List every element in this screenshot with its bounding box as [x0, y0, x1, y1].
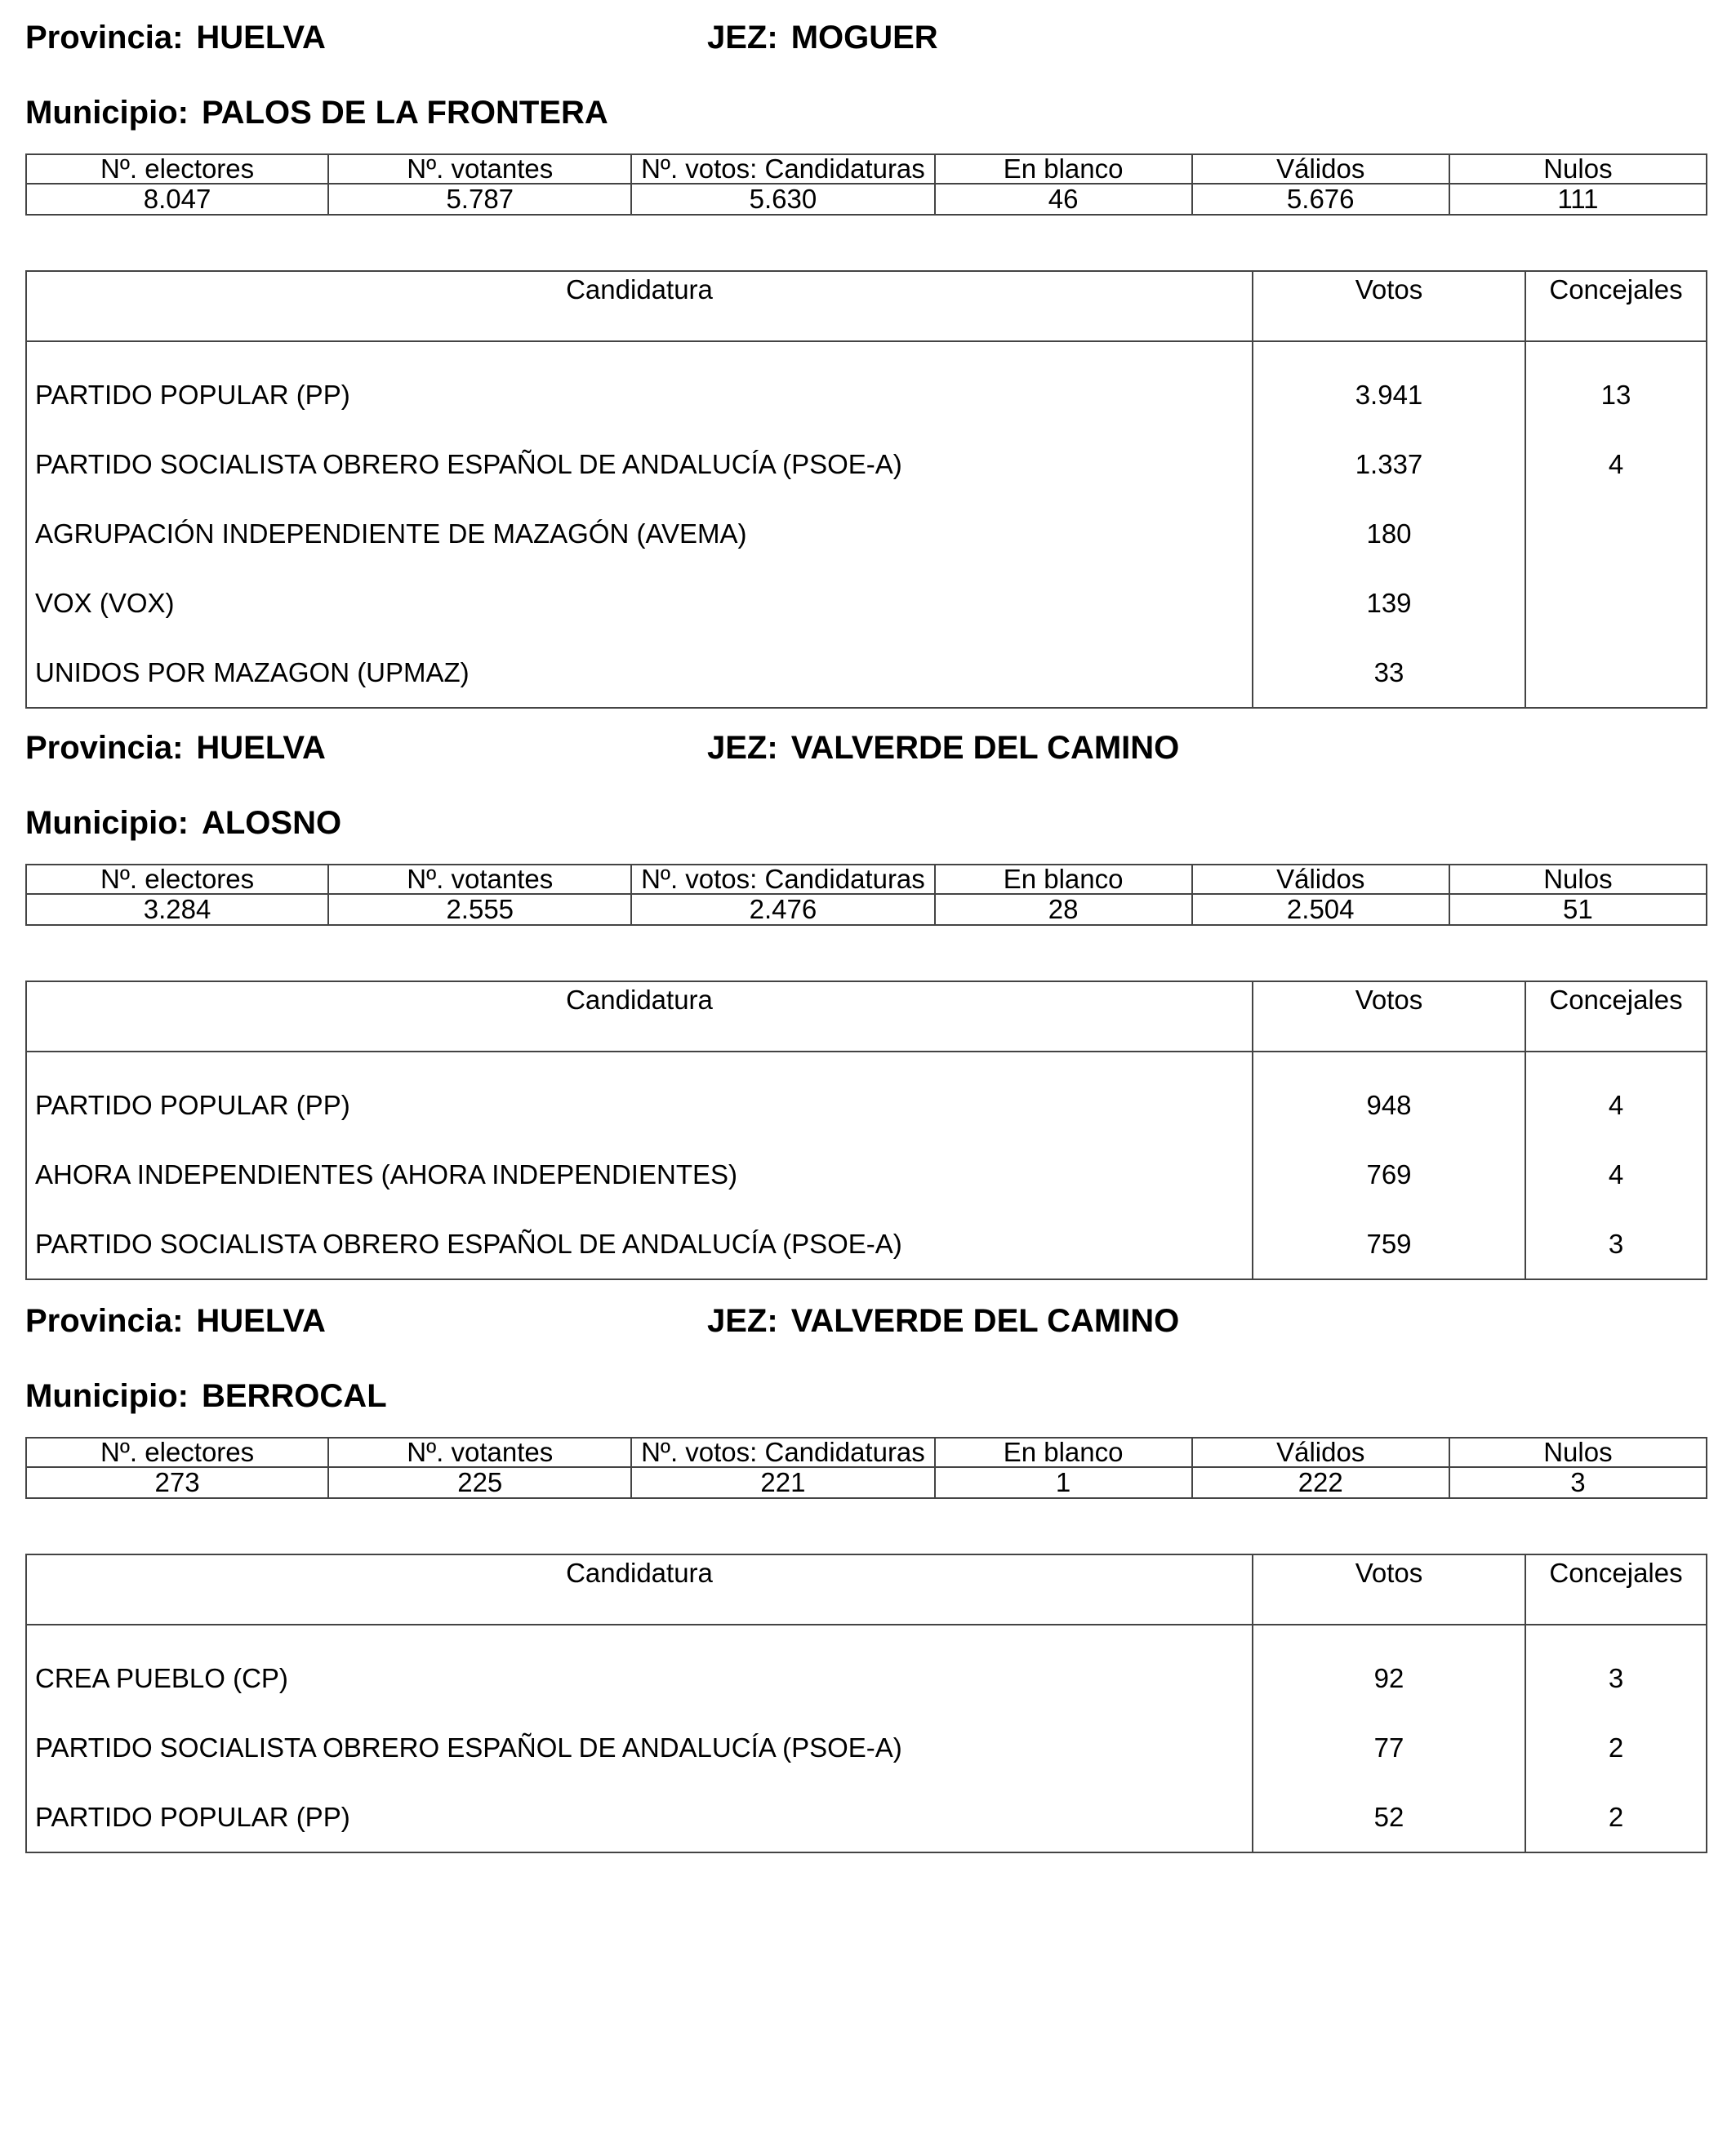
stats-value-cell: 221	[631, 1467, 934, 1498]
stats-value-cell: 1	[935, 1467, 1192, 1498]
stats-header-cell: En blanco	[935, 1438, 1192, 1467]
stats-header-cell: Nº. electores	[26, 1438, 328, 1467]
candidaturas-header-cell: Votos	[1253, 271, 1525, 341]
jez-label: JEZ:	[707, 20, 778, 56]
candidatura-votos: 139	[1253, 568, 1525, 638]
stats-header-cell: Nº. votos: Candidaturas	[631, 154, 934, 184]
stats-header-row	[26, 1438, 1707, 1467]
provincia-value: HUELVA	[196, 730, 326, 766]
jez-value: VALVERDE DEL CAMINO	[790, 1303, 1180, 1339]
stats-value-cell: 2.476	[631, 894, 934, 925]
stats-value-cell: 8.047	[26, 184, 328, 215]
candidatura-name: CREA PUEBLO (CP)	[26, 1643, 1253, 1713]
provincia-label: Provincia:	[25, 730, 184, 766]
candidatura-row	[26, 1070, 1707, 1140]
candidatura-name: PARTIDO POPULAR (PP)	[26, 1070, 1253, 1140]
stats-value-cell: 46	[935, 184, 1192, 215]
candidatura-votos: 33	[1253, 638, 1525, 708]
jez-group	[707, 725, 1179, 771]
jez-group	[707, 1298, 1179, 1344]
candidatura-votos: 948	[1253, 1070, 1525, 1140]
candidatura-row	[26, 1643, 1707, 1713]
candidaturas-header-cell: Concejales	[1525, 271, 1707, 341]
stats-header-cell: Nº. votos: Candidaturas	[631, 865, 934, 894]
jez-label: JEZ:	[707, 730, 778, 766]
candidatura-votos: 77	[1253, 1713, 1525, 1782]
stats-value-cell: 273	[26, 1467, 328, 1498]
candidatura-concejales: 13	[1525, 360, 1707, 429]
provincia-line	[25, 15, 938, 60]
candidatura-row	[26, 429, 1707, 499]
candidaturas-header-cell: Candidatura	[26, 271, 1253, 341]
candidaturas-header-row	[26, 981, 1707, 1052]
municipio-value: BERROCAL	[201, 1378, 387, 1414]
candidatura-concejales	[1525, 638, 1707, 708]
municipio-value: PALOS DE LA FRONTERA	[201, 95, 608, 131]
spacer-row	[26, 341, 1707, 360]
candidatura-name: PARTIDO POPULAR (PP)	[26, 1782, 1253, 1852]
candidatura-row	[26, 499, 1707, 568]
stats-header-cell: Nº. votantes	[328, 865, 631, 894]
candidatura-votos: 1.337	[1253, 429, 1525, 499]
stats-value-cell: 222	[1192, 1467, 1449, 1498]
candidatura-concejales: 2	[1525, 1782, 1707, 1852]
candidatura-row	[26, 1713, 1707, 1782]
candidatura-row	[26, 638, 1707, 708]
stats-header-cell: Nº. votantes	[328, 154, 631, 184]
candidatura-row	[26, 1782, 1707, 1852]
candidatura-concejales: 3	[1525, 1209, 1707, 1279]
stats-value-cell: 2.555	[328, 894, 631, 925]
candidatura-votos: 180	[1253, 499, 1525, 568]
candidatura-row	[26, 360, 1707, 429]
candidaturas-table	[25, 270, 1707, 709]
candidatura-concejales: 4	[1525, 1140, 1707, 1209]
spacer-row	[26, 1625, 1707, 1643]
candidatura-name: VOX (VOX)	[26, 568, 1253, 638]
stats-value-cell: 225	[328, 1467, 631, 1498]
candidatura-concejales: 3	[1525, 1643, 1707, 1713]
stats-value-cell: 51	[1449, 894, 1707, 925]
stats-value-cell: 111	[1449, 184, 1707, 215]
candidatura-votos: 92	[1253, 1643, 1525, 1713]
stats-header-cell: Nº. votantes	[328, 1438, 631, 1467]
candidaturas-header-cell: Votos	[1253, 981, 1525, 1052]
candidatura-concejales: 4	[1525, 429, 1707, 499]
candidatura-name: PARTIDO POPULAR (PP)	[26, 360, 1253, 429]
stats-value-cell: 28	[935, 894, 1192, 925]
candidaturas-header-cell: Candidatura	[26, 981, 1253, 1052]
municipio-label: Municipio:	[25, 805, 189, 841]
stats-value-cell: 5.676	[1192, 184, 1449, 215]
candidatura-row	[26, 1140, 1707, 1209]
jez-label: JEZ:	[707, 1303, 778, 1339]
candidatura-concejales	[1525, 568, 1707, 638]
candidatura-concejales: 4	[1525, 1070, 1707, 1140]
municipio-line	[25, 1373, 387, 1419]
stats-header-row	[26, 154, 1707, 184]
stats-header-cell: En blanco	[935, 865, 1192, 894]
candidaturas-header-row	[26, 271, 1707, 341]
provincia-value: HUELVA	[196, 1303, 326, 1339]
candidaturas-header-cell: Candidatura	[26, 1554, 1253, 1625]
candidatura-name: PARTIDO SOCIALISTA OBRERO ESPAÑOL DE ANDALUCÍA (PSOE-A)	[26, 429, 1253, 499]
stats-table	[25, 864, 1707, 926]
candidatura-row	[26, 1209, 1707, 1279]
municipio-line	[25, 800, 341, 846]
provincia-value: HUELVA	[196, 20, 326, 56]
stats-header-row	[26, 865, 1707, 894]
candidatura-name: UNIDOS POR MAZAGON (UPMAZ)	[26, 638, 1253, 708]
stats-header-cell: Nulos	[1449, 154, 1707, 184]
candidaturas-table	[25, 1554, 1707, 1853]
candidatura-votos: 769	[1253, 1140, 1525, 1209]
jez-value: MOGUER	[790, 20, 938, 56]
candidaturas-header-cell: Concejales	[1525, 981, 1707, 1052]
stats-header-cell: Válidos	[1192, 1438, 1449, 1467]
stats-value-cell: 3	[1449, 1467, 1707, 1498]
stats-header-cell: Nº. electores	[26, 865, 328, 894]
stats-header-cell: Nulos	[1449, 1438, 1707, 1467]
stats-header-cell: En blanco	[935, 154, 1192, 184]
stats-header-cell: Nulos	[1449, 865, 1707, 894]
candidaturas-header-cell: Votos	[1253, 1554, 1525, 1625]
candidaturas-table	[25, 981, 1707, 1280]
provincia-line	[25, 1298, 1180, 1344]
stats-value-cell: 5.630	[631, 184, 934, 215]
jez-value: VALVERDE DEL CAMINO	[790, 730, 1180, 766]
stats-header-cell: Nº. electores	[26, 154, 328, 184]
candidatura-votos: 52	[1253, 1782, 1525, 1852]
stats-table	[25, 1437, 1707, 1499]
stats-header-cell: Nº. votos: Candidaturas	[631, 1438, 934, 1467]
candidatura-name: PARTIDO SOCIALISTA OBRERO ESPAÑOL DE ANDALUCÍA (PSOE-A)	[26, 1209, 1253, 1279]
candidatura-votos: 759	[1253, 1209, 1525, 1279]
stats-value-cell: 5.787	[328, 184, 631, 215]
stats-header-cell: Válidos	[1192, 154, 1449, 184]
provincia-label: Provincia:	[25, 1303, 184, 1339]
candidaturas-header-cell: Concejales	[1525, 1554, 1707, 1625]
municipio-line	[25, 90, 608, 136]
provincia-line	[25, 725, 1180, 771]
candidatura-concejales: 2	[1525, 1713, 1707, 1782]
municipio-value: ALOSNO	[201, 805, 342, 841]
stats-value-row	[26, 1467, 1707, 1498]
municipio-label: Municipio:	[25, 1378, 189, 1414]
candidaturas-header-row	[26, 1554, 1707, 1625]
stats-value-row	[26, 184, 1707, 215]
spacer-row	[26, 1052, 1707, 1070]
stats-value-row	[26, 894, 1707, 925]
candidatura-concejales	[1525, 499, 1707, 568]
candidatura-name: PARTIDO SOCIALISTA OBRERO ESPAÑOL DE ANDALUCÍA (PSOE-A)	[26, 1713, 1253, 1782]
candidatura-votos: 3.941	[1253, 360, 1525, 429]
stats-value-cell: 2.504	[1192, 894, 1449, 925]
municipio-label: Municipio:	[25, 95, 189, 131]
stats-header-cell: Válidos	[1192, 865, 1449, 894]
candidatura-name: AGRUPACIÓN INDEPENDIENTE DE MAZAGÓN (AVEMA)	[26, 499, 1253, 568]
jez-group	[707, 15, 938, 60]
candidatura-row	[26, 568, 1707, 638]
candidatura-name: AHORA INDEPENDIENTES (AHORA INDEPENDIENTES)	[26, 1140, 1253, 1209]
provincia-label: Provincia:	[25, 20, 184, 56]
stats-table	[25, 153, 1707, 216]
stats-value-cell: 3.284	[26, 894, 328, 925]
